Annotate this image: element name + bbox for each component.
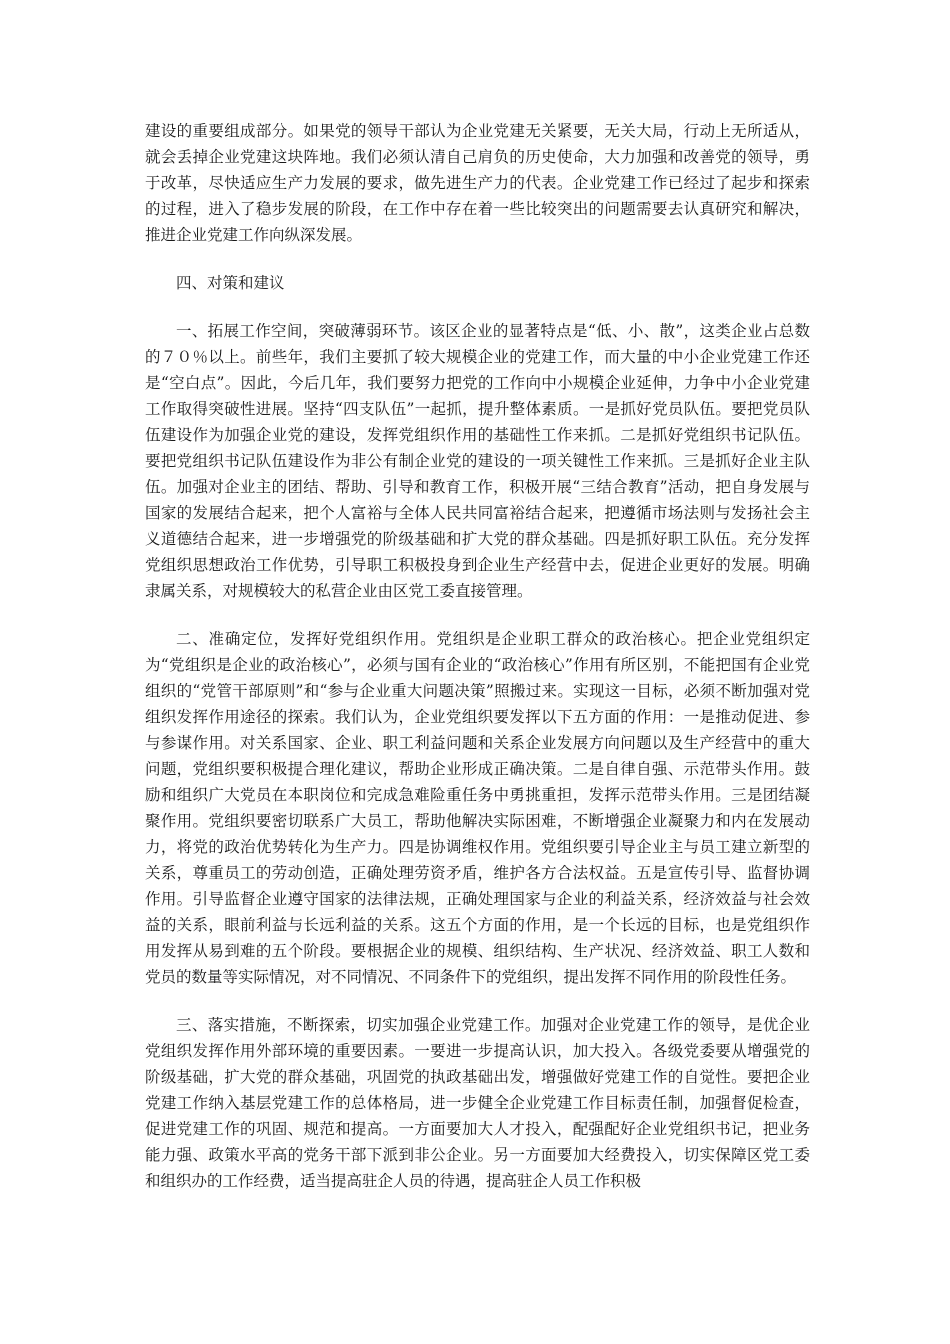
paragraph-3: 三、落实措施，不断探索，切实加强企业党建工作。加强对企业党建工作的领导，是优企业党组织发挥作用外部环境的重要因素。一要进一步提高认识，加大投入。各级党委要从增强党的阶级基础，扩大党的群众基础，巩固党的执政基础出发，增强做好党建工作的自觉性。要把企业党建工作纳入基层党建工作的总体格局，进一步健全企业党建工作目标责任制，加强督促检查，促进党建工作的巩固、规范和提高。一方面要加大人才投入，配强配好企业党组织书记，把业务能力强、政策水平高的党务干部下派到非公企业。另一方面要加大经费投入，切实保障区党工委和组织办的工作经费，适当提高驻企人员的待遇，提高驻企人员工作积极 (145, 1016, 810, 1190)
section-heading: 四、对策和建议 (176, 274, 285, 292)
document-page (145, 118, 810, 1216)
paragraph-2: 二、准确定位，发挥好党组织作用。党组织是企业职工群众的政治核心。把企业党组织定为“党组织是企业的政治核心”，必须与国有企业的“政治核心”作用有所区别，不能把国有企业党组织的“党管干部原则”和“参与企业重大问题决策”照搬过来。实现这一目标，必须不断加强对党组织发挥作用途径的探索。我们认为，企业党组织要发挥以下五方面的作用：一是推动促进、参与参谋作用。对关系国家、企业、职工利益问题和关系企业发展方向问题以及生产经营中的重大问题，党组织要积极提合理化建议，帮助企业形成正确决策。二是自律自强、示范带头作用。鼓励和组织广大党员在本职岗位和完成急难险重任务中勇挑重担，发挥示范带头作用。三是团结凝聚作用。党组织要密切联系广大员工，帮助他解决实际困难，不断增强企业凝聚力和内在发展动力，将党的政治优势转化为生产力。四是协调维权作用。党组织要引导企业主与员工建立新型的关系，尊重员工的劳动创造，正确处理劳资矛盾，维护各方合法权益。五是宣传引导、监督协调作用。引导监督企业遵守国家的法律法规，正确处理国家与企业的利益关系，经济效益与社会效益的关系，眼前利益与长远利益的关系。这五个方面的作用，是一个长远的目标，也是党组织作用发挥从易到难的五个阶段。要根据企业的规模、组织结构、生产状况、经济效益、职工人数和党员的数量等实际情况，对不同情况、不同条件下的党组织，提出发挥不同作用的阶段性任务。 (145, 630, 810, 986)
paragraph-1: 一、拓展工作空间，突破薄弱环节。该区企业的显著特点是“低、小、散”，这类企业占总数的７０％以上。前些年，我们主要抓了较大规模企业的党建工作，而大量的中小企业党建工作还是“空白点”。因此，今后几年，我们要努力把党的工作向中小规模企业延伸，力争中小企业党建工作取得突破性进展。坚持“四支队伍”一起抓，提升整体素质。一是抓好党员队伍。要把党员队伍建设作为加强企业党的建设，发挥党组织作用的基础性工作来抓。二是抓好党组织书记队伍。要把党组织书记队伍建设作为非公有制企业党的建设的一项关键性工作来抓。三是抓好企业主队伍。加强对企业主的团结、帮助、引导和教育工作，积极开展“三结合教育”活动，把自身发展与国家的发展结合起来，把个人富裕与全体人民共同富裕结合起来，把遵循市场法则与发扬社会主义道德结合起来，进一步增强党的阶级基础和扩大党的群众基础。四是抓好职工队伍。充分发挥党组织思想政治工作优势，引导职工积极投身到企业生产经营中去，促进企业更好的发展。明确隶属关系，对规模较大的私营企业由区党工委直接管理。 (145, 322, 810, 600)
paragraph-intro: 建设的重要组成部分。如果党的领导干部认为企业党建无关紧要，无关大局，行动上无所适从，就会丢掉企业党建这块阵地。我们必须认清自己肩负的历史使命，大力加强和改善党的领导，勇于改革，尽快适应生产力发展的要求，做先进生产力的代表。企业党建工作已经过了起步和探索的过程，进入了稳步发展的阶段，在工作中存在着一些比较突出的问题需要去认真研究和解决，推进企业党建工作向纵深发展。 (145, 122, 810, 244)
